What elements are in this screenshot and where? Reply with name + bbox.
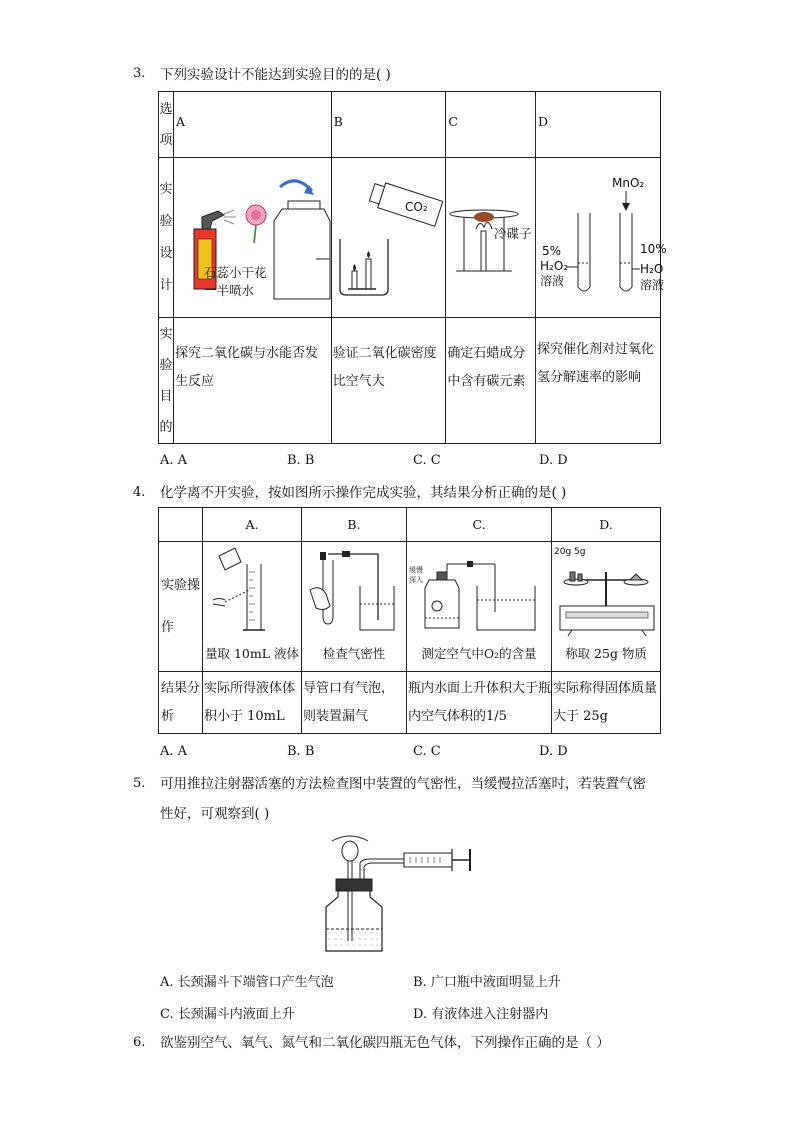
q3-number: 3. bbox=[133, 66, 146, 81]
q3-row-label-purpose: 实验目的 bbox=[159, 318, 174, 444]
q4-number: 4. bbox=[133, 485, 146, 500]
q4-row-label-result: 结果分析 bbox=[159, 672, 203, 734]
q3-option-b[interactable]: B. B bbox=[287, 453, 315, 468]
q5-text-line2: 性好，可观察到( ) bbox=[160, 806, 270, 822]
q4-header-c: C. bbox=[407, 508, 552, 542]
q4-caption-c: 测定空气中O₂的含量 bbox=[421, 646, 537, 661]
q5-option-b[interactable]: B. 广口瓶中液面明显上升 bbox=[413, 975, 561, 990]
q3-fig-b-cell bbox=[331, 158, 446, 318]
q3-fig-a-cell bbox=[174, 158, 332, 318]
q3-fig-d-cell bbox=[536, 158, 667, 318]
q3-fig-c-cell bbox=[446, 158, 536, 318]
q3-purpose-a: 探究二氧化碳与水能否发生反应 bbox=[174, 318, 332, 444]
q3-header-b: B bbox=[331, 92, 446, 158]
q3-fig-d-left-2: H₂O₂ bbox=[540, 258, 569, 273]
q4-fig-d-weights: 20g 5g bbox=[554, 547, 586, 557]
q3-purpose-c: 确定石蜡成分中含有碳元素 bbox=[446, 318, 536, 444]
q6-number: 6. bbox=[133, 1035, 146, 1050]
q3-header-a: A bbox=[174, 92, 332, 158]
q3-row-label-option: 选项 bbox=[159, 92, 174, 158]
q4-fig-d-cell bbox=[552, 542, 661, 672]
q3-option-d[interactable]: D. D bbox=[539, 453, 568, 468]
q4-result-c: 瓶内水面上升体积大于瓶内空气体积的1/5 bbox=[407, 672, 552, 734]
q5-text-line1: 可用推拉注射器活塞的方法检查图中装置的气密性，当缓慢拉活塞时，若装置气密 bbox=[160, 776, 646, 792]
q4-result-b: 导管口有气泡，则装置漏气 bbox=[302, 672, 407, 734]
q3-fig-d-left-1: 5% bbox=[542, 243, 562, 258]
q4-option-c[interactable]: C. C bbox=[413, 744, 441, 759]
q4-caption-d: 称取 25g 物质 bbox=[565, 646, 647, 661]
q4-header-empty bbox=[159, 508, 203, 542]
q4-fig-a-cell bbox=[203, 542, 302, 672]
q3-fig-b-co2-label: CO₂ bbox=[404, 199, 428, 214]
q4-table bbox=[158, 507, 661, 734]
q3-option-c[interactable]: C. C bbox=[413, 453, 441, 468]
q4-fig-b-cell bbox=[302, 542, 407, 672]
q4-header-d: D. bbox=[552, 508, 661, 542]
q3-fig-c-label: 冷碟子 bbox=[494, 225, 532, 241]
q4-fig-c-oxygen-content bbox=[407, 542, 551, 642]
q5-apparatus-figure bbox=[318, 833, 478, 958]
q4-fig-b-airtightness bbox=[302, 542, 406, 642]
q4-header-a: A. bbox=[203, 508, 302, 542]
q3-purpose-b: 验证二氧化碳密度比空气大 bbox=[331, 318, 446, 444]
q3-fig-d-right-3: 溶液 bbox=[640, 277, 665, 292]
q3-fig-a-label-line2: 一半喷水 bbox=[204, 282, 255, 298]
q4-fig-a-measuring-cylinder bbox=[203, 542, 301, 642]
q4-result-a: 实际所得液体体积小于 10mL bbox=[203, 672, 302, 734]
svg-text:深入: 深入 bbox=[409, 576, 423, 584]
q4-fig-d-balance bbox=[552, 542, 660, 642]
q5-option-c[interactable]: C. 长颈漏斗内液面上升 bbox=[160, 1007, 295, 1022]
q3-fig-d-test-tubes bbox=[536, 159, 667, 317]
q3-fig-b-co2-candles bbox=[332, 159, 445, 317]
q4-option-b[interactable]: B. B bbox=[287, 744, 315, 759]
q3-fig-c-cold-dish bbox=[446, 159, 534, 317]
q4-result-d: 实际称得固体质量大于 25g bbox=[552, 672, 661, 734]
q3-fig-d-left-3: 溶液 bbox=[540, 273, 565, 288]
q5-option-a[interactable]: A. 长颈漏斗下端管口产生气泡 bbox=[160, 975, 334, 990]
q3-fig-a-label-line1: 石蕊小干花 bbox=[204, 264, 267, 280]
q3-row-label-design: 实验设计 bbox=[159, 158, 174, 318]
q4-row-label-operation: 实验操作 bbox=[159, 542, 203, 672]
q4-header-b: B. bbox=[302, 508, 407, 542]
q4-caption-a: 量取 10mL 液体 bbox=[204, 646, 299, 661]
q6-text: 欲鉴别空气、氧气、氮气和二氧化碳四瓶无色气体，下列操作正确的是（ ） bbox=[160, 1035, 610, 1051]
q4-option-d[interactable]: D. D bbox=[539, 744, 568, 759]
q4-fig-c-cell bbox=[407, 542, 552, 672]
q4-text: 化学离不开实验，按如图所示操作完成实验，其结果分析正确的是( ) bbox=[160, 485, 567, 501]
q5-number: 5. bbox=[133, 776, 146, 791]
q3-table bbox=[158, 91, 667, 444]
q5-option-d[interactable]: D. 有液体进入注射器内 bbox=[413, 1007, 549, 1022]
q3-fig-d-right-1: 10% bbox=[640, 241, 667, 256]
q4-option-a[interactable]: A. A bbox=[160, 744, 188, 759]
q3-fig-d-top-label: MnO₂ bbox=[612, 175, 645, 190]
q3-fig-d-right-2: H₂O bbox=[640, 261, 664, 276]
q3-header-d: D bbox=[536, 92, 661, 158]
q3-fig-a-spray-flower-bottle bbox=[174, 159, 330, 317]
q3-header-c: C bbox=[446, 92, 536, 158]
q3-option-a[interactable]: A. A bbox=[160, 453, 188, 468]
q4-caption-b: 检查气密性 bbox=[322, 646, 386, 661]
q3-purpose-d: 探究催化剂对过氧化氢分解速率的影响 bbox=[536, 318, 661, 444]
q3-text: 下列实验设计不能达到实验目的的是( ) bbox=[160, 67, 391, 83]
q4-fig-c-label: 缓慢 bbox=[409, 566, 423, 574]
